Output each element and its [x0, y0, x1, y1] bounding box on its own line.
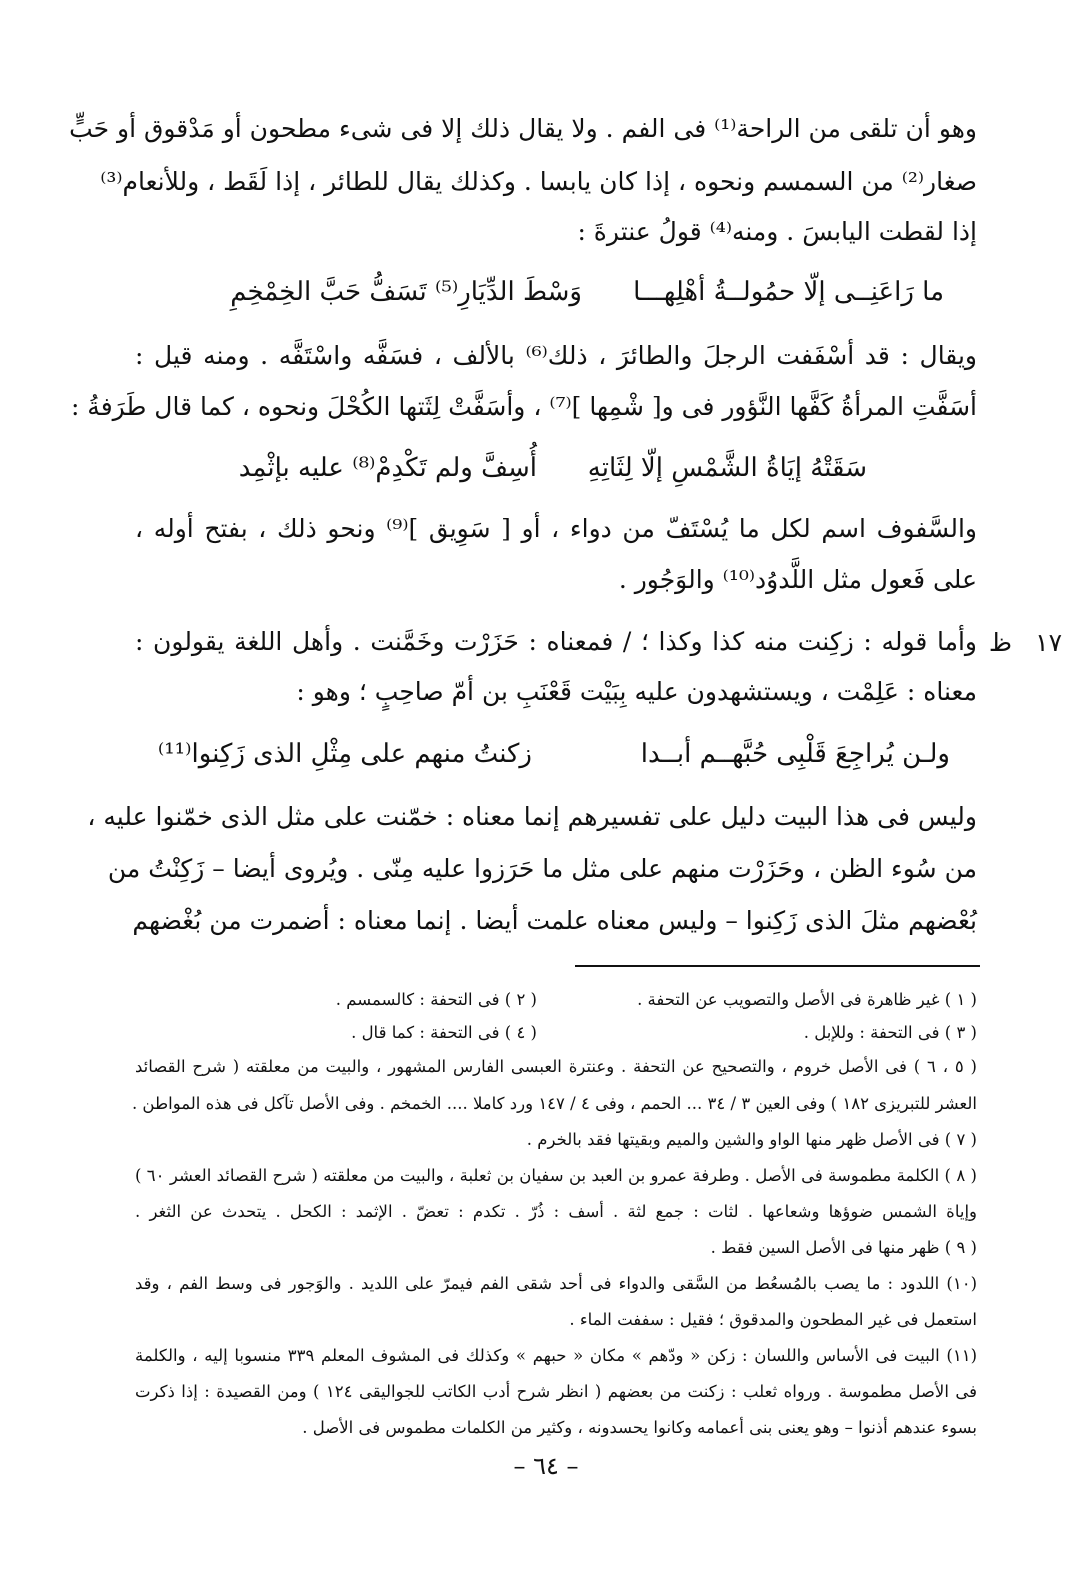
footnote-10-line-2: استعمل فى غير المطحون والمدقوق ؛ فقيل : سففت الماء . — [569, 1310, 977, 1329]
verse-3-second-hemistich: زكنتُ منهم على مِثْلِ الذى زَكِنوا⁽¹¹⁾ — [157, 739, 532, 769]
body-line-10: وليس فى هذا البيت دليل على تفسيرهم إنما معناه : خمّنت على مثل الذى خمّنوا عليه ، — [87, 802, 977, 831]
body-line-9: معناه : عَلِمْت ، ويستشهدون عليه بِبَيْت قَعْنَبِ بن أمّ صاحِبٍ ؛ وهو : — [296, 677, 977, 706]
footnote-8-line-1: ( ٨ ) الكلمة مطموسة فى الأصل . وطرفة عمرو بن العبد بن سفيان بن ثعلبة ، والبيت من معلقته ( شرح القصائد العشر ٦٠ ) — [135, 1166, 977, 1185]
body-line-4: ويقال : قد أسْفَفت الرجلَ والطائرَ ، ذلك⁽⁶⁾ بالألف ، فسَفَّه واسْتَفَّه . ومنه قيل : — [135, 341, 977, 370]
body-line-2: صغار⁽²⁾ من السمسم ونحوه ، إذا كان يابسا . وكذلك يقال للطائر ، إذا لَقَط ، وللأنعام⁽³⁾ — [100, 167, 977, 196]
footnote-3: ( ٣ ) فى التحفة : وللإبل . — [803, 1023, 977, 1042]
footnote-2: ( ٢ ) فى التحفة : كالسمسم . — [335, 990, 537, 1009]
footnote-7: ( ٧ ) فى الأصل ظهر منها الواو والشين والميم وبقيتها فقد بالخرم . — [526, 1130, 977, 1149]
marginal-folio-number: ١٧ — [1035, 628, 1062, 657]
footnote-separator — [575, 965, 980, 967]
page-number: – ٦٤ – — [513, 1452, 579, 1480]
footnote-5-6-line-2: العشر للتبريزى ١٨٢ ) وفى العين ٣ / ٣٤ ... الحمم ، وفى ٤ / ١٤٧ ورد كاملا .... الخمخم . وفى الأصل تآكل فى هذه المواطن . — [131, 1094, 977, 1113]
body-line-3: إذا لقطت اليابسَ . ومنه⁽⁴⁾ قولُ عنترةَ : — [577, 217, 977, 246]
footnote-5-6-line-1: ( ٥ ، ٦ ) فى الأصل خروم ، والتصحيح عن التحفة . وعنترة العبسى الفارس المشهور ، والبيت من معلقته ( شرح القصائد — [135, 1057, 977, 1076]
footnote-9: ( ٩ ) ظهر منها فى الأصل السين فقط . — [710, 1238, 977, 1257]
footnote-11-line-3: بسوء عندهم أذنوا – وهو يعنى بنى أعمامه وكانوا يحسدونه ، وكثير من الكلمات مطموس فى الأصل . — [302, 1418, 977, 1437]
body-line-8: وأما قوله : زكِنت منه كذا وكذا ؛ / فمعناه : حَزَرْت وخَمَّنت . وأهل اللغة يقولون : — [135, 627, 977, 656]
footnote-4: ( ٤ ) فى التحفة : كما قال . — [351, 1023, 537, 1042]
verse-1-second-hemistich: وَسْطَ الدِّيَارِ⁽⁵⁾ تَسَفُّ حَبَّ الخِمْخِمِ — [230, 277, 582, 307]
body-line-1: وهو أن تلقى من الراحة⁽¹⁾ فى الفم . ولا يقال ذلك إلا فى شىء مطحون أو مَدْقوق أو حَبٍّ — [69, 114, 977, 143]
footnote-8-line-2: وإياة الشمس ضوؤها وشعاعها . لثات : جمع لثة . أسف : ذُرّ . تكدم : تعضّ . الإثمد : الكحل . يتحدث عن الثغر . — [135, 1202, 977, 1221]
verse-2-second-hemistich: أُسِفَّ ولم تَكْدِمْ⁽⁸⁾ عليه بإثْمِد — [238, 453, 537, 483]
verse-2-first-hemistich: سَقَتْهُ إيَاةُ الشَّمْسِ إلّا لِثَاتِهِ — [587, 453, 867, 483]
body-line-12: بُعْضهم مثلَ الذى زَكِنوا – وليس معناه علمت أيضا . إنما معناه : أضمرت من بُغْضهم — [132, 906, 977, 935]
marginal-folio-letter: ظ — [988, 628, 1012, 657]
footnote-10-line-1: (١٠) اللدود : ما يصب بالمُسعُط من السَّقى والدواء فى أحد شقى الفم فيمرّ على اللديد . والوَجور فى وسط الفم ، وقد — [135, 1274, 977, 1293]
footnote-1: ( ١ ) غير ظاهرة فى الأصل والتصويب عن التحفة . — [637, 990, 977, 1009]
footnote-11-line-1: (١١) البيت فى الأساس واللسان : زكن « ودّهم » مكان « حبهم » وكذلك فى المشوف المعلم ٣٣٩ منسوبا إليه ، والكلمة — [135, 1346, 977, 1365]
verse-1-first-hemistich: ما رَاعَنِــى إلّا حمُولــةُ أهْلِهـــا — [633, 277, 944, 307]
footnote-11-line-2: فى الأصل مطموسة . ورواه ثعلب : زكنت من بعضهم ( انظر شرح أدب الكاتب للجواليقى ١٢٤ ) ومن القصيدة : إذا ذكرت — [135, 1382, 977, 1401]
verse-3-first-hemistich: ولـن يُراجِعَ قَلْبِى حُبَّهــم أبــدا — [640, 739, 950, 769]
body-line-11: من سُوء الظن ، وحَزَرْت منهم على مثل ما حَرَزوا عليه مِنّى . ويُروى أيضا – زَكِنْتُ من — [107, 854, 977, 883]
body-line-5: أسَفَّتِ المرأةُ كَفَّها النَّؤور فى و[ شْمِها ]⁽⁷⁾ ، وأسَفَّتْ لِثَتها الكُحْلَ ونحوه ، كما قال طَرَفةُ : — [70, 392, 977, 421]
body-line-7: على فَعول مثل اللَّدوُد⁽¹⁰⁾ والوَجُور . — [618, 565, 977, 594]
body-line-6: والسَّفوف اسم لكل ما يُسْتَفّ من دواء ، أو [ سَوِيق ]⁽⁹⁾ ونحو ذلك ، بفتح أوله ، — [135, 514, 977, 543]
